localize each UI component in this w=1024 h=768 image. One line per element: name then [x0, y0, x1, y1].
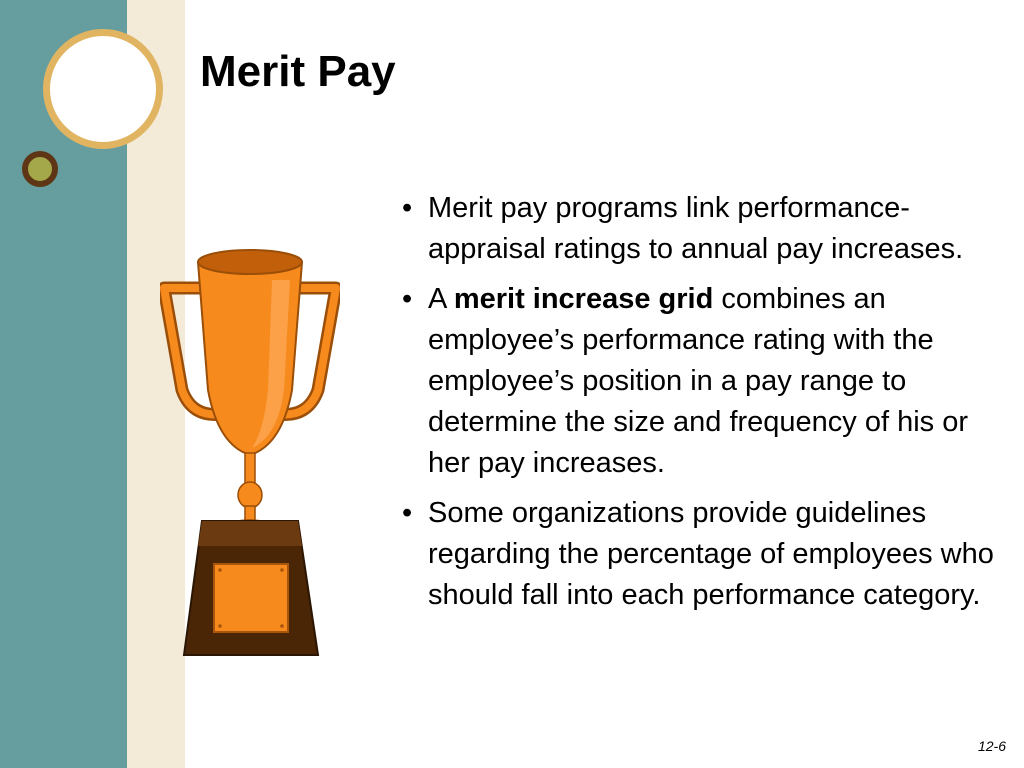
bullet-item: [402, 279, 1002, 484]
bullet-text: Merit pay programs link performance-appraisal ratings to annual pay increases.: [428, 192, 964, 265]
bullet-suffix: combines an employee’s performance rating with the employee’s position in a pay range to determine the size and frequency of his or her pay increases.: [428, 283, 969, 479]
bullet-marker: •: [402, 192, 413, 224]
decorative-small-circle: [22, 151, 58, 187]
trophy-icon: [160, 240, 340, 660]
page-number: 12-6: [977, 738, 1006, 754]
bullet-item: [402, 188, 1002, 270]
bullet-text: Some organizations provide guidelines regarding the percentage of employees who should fall into each performance category.: [428, 497, 994, 611]
bullet-marker: •: [402, 283, 413, 315]
key-term: merit increase grid: [453, 283, 714, 315]
bullet-list: [402, 188, 1002, 625]
bullet-item: [402, 493, 1002, 616]
bullet-prefix: A: [428, 283, 454, 315]
bullet-marker: •: [402, 497, 413, 529]
slide-title: Merit Pay: [200, 47, 396, 96]
decorative-large-circle: [43, 29, 163, 149]
